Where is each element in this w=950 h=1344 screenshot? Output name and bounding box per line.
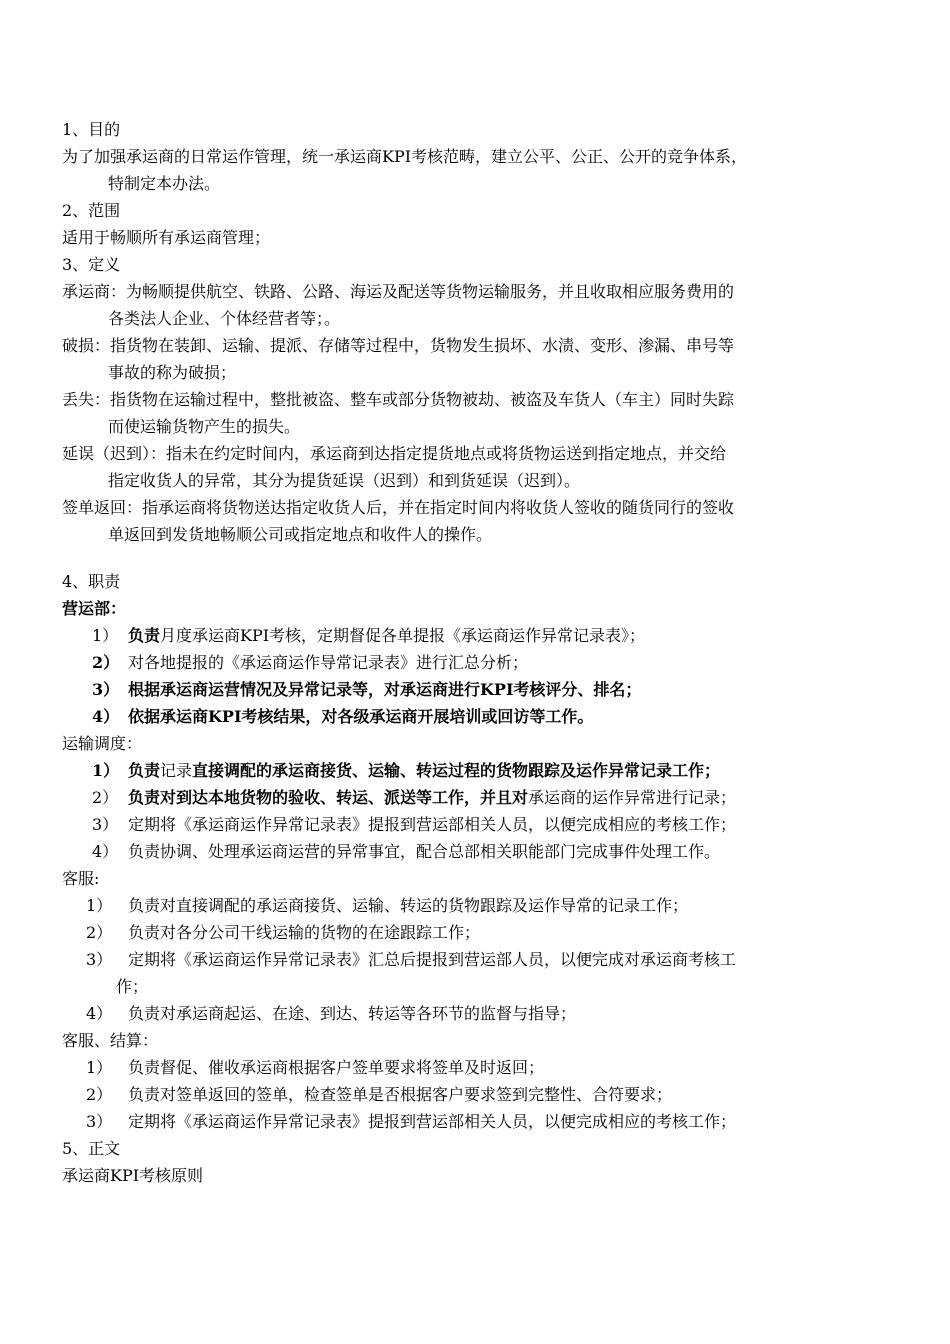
item-text: 负责协调、处理承运商运营的异常事宜，配合总部相关职能部门完成事件处理工作。 (128, 842, 721, 861)
list-item (62, 892, 877, 919)
definition-line: 延误（迟到）：指未在约定时间内，承运商到达指定提货地点或将货物运送到指定地点，并交给 (62, 444, 727, 463)
item-number: 1） (86, 896, 113, 915)
item-bold-text: 负责 (128, 626, 161, 645)
item-text: 月度承运商KPI考核，定期督促各单提报《承运商运作异常记录表》； (160, 626, 646, 645)
item-number: 2） (92, 788, 119, 807)
customer-service-title: 客服: (62, 869, 100, 888)
definition-line-cont: 单返回到发货地畅顺公司或指定地点和收件人的操作。 (108, 525, 493, 544)
list-item (62, 649, 877, 676)
section-3-heading: 3、定义 (62, 255, 121, 274)
section-1-paragraph-cont: 特制定本办法。 (108, 174, 221, 193)
list-item (62, 838, 877, 865)
section-5-heading: 5、正文 (62, 1139, 121, 1158)
item-number: 4） (86, 1004, 113, 1023)
definition-line-cont: 各类法人企业、个体经营者等；。 (108, 309, 341, 328)
item-bold-text: 负责 (128, 761, 161, 780)
item-number: 3） (92, 680, 120, 699)
dispatch-title: 运输调度： (62, 734, 143, 753)
list-item (62, 703, 877, 730)
definition-line-cont: 指定收货人的异常，其分为提货延误（迟到）和到货延误（迟到）。 (108, 471, 581, 490)
definition-line-cont: 事故的称为破损； (108, 363, 237, 382)
item-number: 2） (86, 1085, 113, 1104)
definition-carrier (62, 278, 877, 332)
item-number: 1） (86, 1058, 113, 1077)
item-text: 负责督促、催收承运商根据客户签单要求将签单及时返回； (128, 1058, 545, 1077)
settlement-title: 客服、结算： (62, 1031, 159, 1050)
section-4-heading: 4、职责 (62, 572, 121, 591)
list-item (62, 946, 877, 1000)
list-item (62, 622, 877, 649)
definition-line: 签单返回：指承运商将货物送达指定收货人后，并在指定时间内将收货人签收的随货同行的签收 (62, 498, 735, 517)
list-item (62, 757, 877, 784)
item-bold-text: 负责对到达本地货物的验收、转运、派送等工作，并且对 (128, 788, 529, 807)
item-text-cont: 作； (116, 977, 149, 996)
list-item (62, 1054, 877, 1081)
item-number: 2） (86, 923, 113, 942)
item-text: 定期将《承运商运作异常记录表》提报到营运部相关人员，以便完成相应的考核工作； (128, 815, 737, 834)
item-text: 负责对各分公司干线运输的货物的在途跟踪工作； (128, 923, 481, 942)
item-number: 4） (92, 842, 119, 861)
item-number: 3） (86, 950, 113, 969)
section-1-heading: 1、目的 (62, 120, 121, 139)
definition-line: 丢失：指货物在运输过程中，整批被盗、整车或部分货物被劫、被盗及车货人（车主）同时失踪 (62, 390, 735, 409)
definition-delay (62, 440, 877, 494)
item-number: 4） (92, 707, 120, 726)
section-2-paragraph: 适用于畅顺所有承运商管理； (62, 228, 271, 247)
item-text: 定期将《承运商运作异常记录表》提报到营运部相关人员，以便完成相应的考核工作； (128, 1112, 737, 1131)
section-5-paragraph: 承运商KPI考核原则 (62, 1166, 204, 1185)
definition-receipt-return (62, 494, 877, 548)
item-number: 3） (86, 1112, 113, 1131)
definition-line: 破损：指货物在装卸、运输、提派、存储等过程中，货物发生损坏、水渍、变形、渗漏、串号等 (62, 336, 735, 355)
definition-loss (62, 386, 877, 440)
item-number: 3） (92, 815, 119, 834)
item-text: 承运商的运作异常进行记录； (528, 788, 737, 807)
list-item (62, 1081, 877, 1108)
item-text: 定期将《承运商运作异常记录表》汇总后提报到营运部人员，以便完成对承运商考核工 (128, 950, 737, 969)
item-number: 2） (92, 653, 120, 672)
list-item (62, 784, 877, 811)
item-text: 负责对承运商起运、在途、到达、转运等各环节的监督与指导； (128, 1004, 577, 1023)
document-page (62, 116, 877, 1189)
item-text: 负责对直接调配的承运商接货、运输、转运的货物跟踪及运作导常的记录工作； (128, 896, 689, 915)
list-item (62, 919, 877, 946)
list-item (62, 1108, 877, 1135)
item-text: 记录 (160, 761, 193, 780)
definition-damage (62, 332, 877, 386)
list-item (62, 811, 877, 838)
ops-dept-title: 营运部： (62, 599, 127, 618)
section-1-paragraph: 为了加强承运商的日常运作管理，统一承运商KPI考核范畴，建立公平、公正、公开的竞争体系， (62, 147, 748, 166)
item-bold-text: 直接调配的承运商接货、运输、转运过程的货物跟踪及运作异常记录工作； (192, 761, 721, 780)
list-item (62, 676, 877, 703)
list-item (62, 1000, 877, 1027)
item-bold-text: 根据承运商运营情况及异常记录等，对承运商进行KPI考核评分、排名； (128, 680, 642, 699)
item-text: 负责对签单返回的签单，检查签单是否根据客户要求签到完整性、合符要求； (128, 1085, 673, 1104)
definition-line-cont: 而使运输货物产生的损失。 (108, 417, 301, 436)
definition-line: 承运商：为畅顺提供航空、铁路、公路、海运及配送等货物运输服务，并且收取相应服务费用的 (62, 282, 735, 301)
item-bold-text: 依据承运商KPI考核结果，对各级承运商开展培训或回访等工作。 (128, 707, 594, 726)
spacer (62, 548, 877, 568)
section-2-heading: 2、范围 (62, 201, 121, 220)
item-number: 1） (92, 761, 120, 780)
item-text: 对各地提报的《承运商运作导常记录表》进行汇总分析； (128, 653, 529, 672)
item-number: 1） (92, 626, 119, 645)
